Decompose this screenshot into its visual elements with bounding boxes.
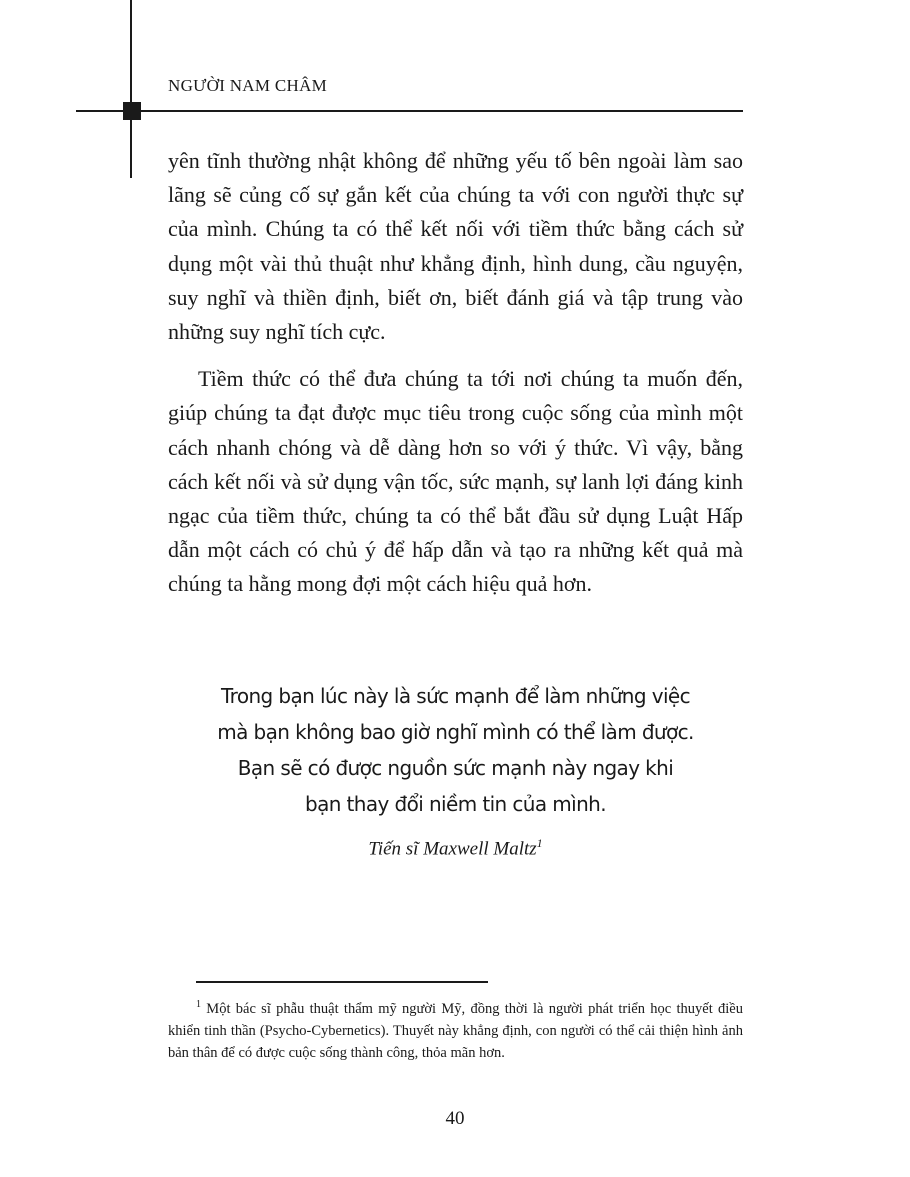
body-text xyxy=(168,144,743,602)
quote-line: bạn thay đổi niềm tin của mình. xyxy=(304,792,607,816)
footnote-marker: 1 xyxy=(196,999,201,1010)
footnote-reference: 1 xyxy=(536,836,543,850)
footnote-text: Một bác sĩ phẫu thuật thẩm mỹ người Mỹ, đồng thời là người phát triển học thuyết điều khiển tinh thần (Psycho-Cybernetics). Thuyết này khẳng định, con người có thể cải thiện hình ảnh bản thân để có được cuộc sống thành công, thỏa mãn hơn. xyxy=(168,1000,743,1061)
quote-line: Bạn sẽ có được nguồn sức mạnh này ngay khi xyxy=(237,756,674,780)
pull-quote xyxy=(168,678,743,822)
quote-line: Trong bạn lúc này là sức mạnh để làm những việc xyxy=(220,684,691,708)
paragraph: yên tĩnh thường nhật không để những yếu tố bên ngoài làm sao lãng sẽ củng cố sự gắn kết của chúng ta với con người thực sự của mình. Chúng ta có thể kết nối với tiềm thức bằng cách sử dụng một vài thủ thuật như khẳng định, hình dung, cầu nguyện, suy nghĩ và thiền định, biết ơn, biết đánh giá và tập trung vào những suy nghĩ tích cực. xyxy=(168,148,743,345)
quote-line: mà bạn không bao giờ nghĩ mình có thể làm được. xyxy=(217,720,694,744)
header-corner-square xyxy=(123,102,141,120)
running-title: NGƯỜI NAM CHÂM xyxy=(168,76,328,95)
footnote-separator xyxy=(196,981,488,983)
header-vertical-rule xyxy=(130,0,132,178)
quote-author: Tiến sĩ Maxwell Maltz xyxy=(368,838,537,860)
footnote xyxy=(168,994,743,1064)
paragraph: Tiềm thức có thể đưa chúng ta tới nơi chúng ta muốn đến, giúp chúng ta đạt được mục tiêu trong cuộc sống của mình một cách nhanh chóng và dễ dàng hơn so với ý thức. Vì vậy, bằng cách kết nối và sử dụng vận tốc, sức mạnh, sự lanh lợi đáng kinh ngạc của tiềm thức, chúng ta có thể bắt đầu sử dụng Luật Hấp dẫn một cách có chủ ý để hấp dẫn và tạo ra những kết quả mà chúng ta hằng mong đợi một cách hiệu quả hơn. xyxy=(168,366,743,597)
quote-attribution xyxy=(168,836,743,860)
page-number: 40 xyxy=(445,1108,465,1129)
header-horizontal-rule xyxy=(76,110,743,112)
